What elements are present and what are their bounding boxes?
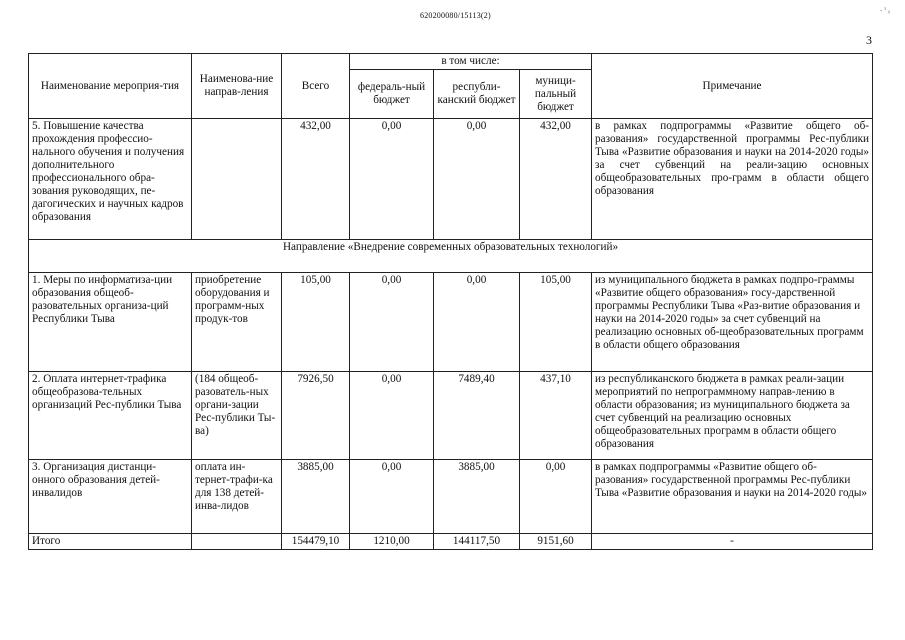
row-direction: оплата ин-тернет-трафи-ка для 138 детей-инва-лидов — [192, 460, 282, 534]
header-row-1 — [29, 54, 873, 70]
row-direction — [192, 119, 282, 240]
header-federal: федераль-ный бюджет — [350, 70, 434, 119]
row-total: 7926,50 — [282, 372, 350, 460]
row-direction: (184 общеоб-разователь-ных органи-зации Рес-публики Ты-ва) — [192, 372, 282, 460]
total-label: Итого — [29, 534, 192, 550]
row-note: в рамках подпрограммы «Развитие общего об-разования» государственной программы Рес-публики Тыва «Развитие образования и науки на 2014-2020 годы» за счет субвенций на реали-зацию основных общеобразовательных про-грамм в области общего образования — [592, 119, 873, 240]
header-total: Всего — [282, 54, 350, 119]
row-municipal: 105,00 — [520, 273, 592, 372]
row-name: 3. Организация дистанци-онного образования детей-инвалидов — [29, 460, 192, 534]
row-municipal: 0,00 — [520, 460, 592, 534]
row-republic: 0,00 — [434, 273, 520, 372]
section-title: Направление «Внедрение современных образовательных технологий» — [29, 240, 873, 273]
row-total: 3885,00 — [282, 460, 350, 534]
row-name: 2. Оплата интернет-трафика общеобразова-тельных организаций Рес-публики Тыва — [29, 372, 192, 460]
header-municipal: муници-пальный бюджет — [520, 70, 592, 119]
row-name: 5. Повышение качества прохождения профессио-нального обучения и получения дополнительного профессионального обра-зования руководящих, пе-дагогических и научных кадров образования — [29, 119, 192, 240]
section-row — [29, 240, 873, 273]
total-note: - — [592, 534, 873, 550]
row-municipal: 437,10 — [520, 372, 592, 460]
corner-mark: - ¹ ₀ — [880, 6, 891, 14]
row-federal: 0,00 — [350, 460, 434, 534]
row-name: 1. Меры по информатиза-ции образования общеоб-разовательных организа-ций Республики Тыва — [29, 273, 192, 372]
header-note: Примечание — [592, 54, 873, 119]
table-row — [29, 460, 873, 534]
row-federal: 0,00 — [350, 119, 434, 240]
document-id: 620200080/15113(2) — [420, 11, 491, 20]
row-republic: 3885,00 — [434, 460, 520, 534]
total-federal: 1210,00 — [350, 534, 434, 550]
total-municipal: 9151,60 — [520, 534, 592, 550]
row-federal: 0,00 — [350, 273, 434, 372]
row-republic: 0,00 — [434, 119, 520, 240]
header-republic: республи-канский бюджет — [434, 70, 520, 119]
total-sum: 154479,10 — [282, 534, 350, 550]
total-direction — [192, 534, 282, 550]
row-republic: 7489,40 — [434, 372, 520, 460]
budget-table — [28, 53, 873, 550]
row-direction: приобретение оборудования и программ-ных продук-тов — [192, 273, 282, 372]
row-federal: 0,00 — [350, 372, 434, 460]
row-note: из республиканского бюджета в рамках реали-зации мероприятий по непрограммному направ-лению в области образования; из муниципального бюджета за счет субвенций на реализацию основных общеобразовательных программ в области общего образования — [592, 372, 873, 460]
row-note: в рамках подпрограммы «Развитие общего об-разования» государственной программы Рес-публики Тыва «Развитие образования и науки на 2014-2020 годы» — [592, 460, 873, 534]
total-republic: 144117,50 — [434, 534, 520, 550]
total-row — [29, 534, 873, 550]
header-name: Наименование мероприя-тия — [29, 54, 192, 119]
header-in-that-number: в том числе: — [350, 54, 592, 70]
row-municipal: 432,00 — [520, 119, 592, 240]
table-row — [29, 372, 873, 460]
header-direction-name: Наименова-ние направ-ления — [192, 54, 282, 119]
row-total: 432,00 — [282, 119, 350, 240]
row-note: из муниципального бюджета в рамках подпро-граммы «Развитие общего образования» госу-дарственной программы Республики Тыва «Раз-витие образования и науки на 2014-2020 годы» за счет субвенций на реализацию основных об-щеобразовательных программ в области общего образования — [592, 273, 873, 372]
table-row — [29, 119, 873, 240]
row-total: 105,00 — [282, 273, 350, 372]
table-row — [29, 273, 873, 372]
page-number: 3 — [866, 33, 872, 47]
